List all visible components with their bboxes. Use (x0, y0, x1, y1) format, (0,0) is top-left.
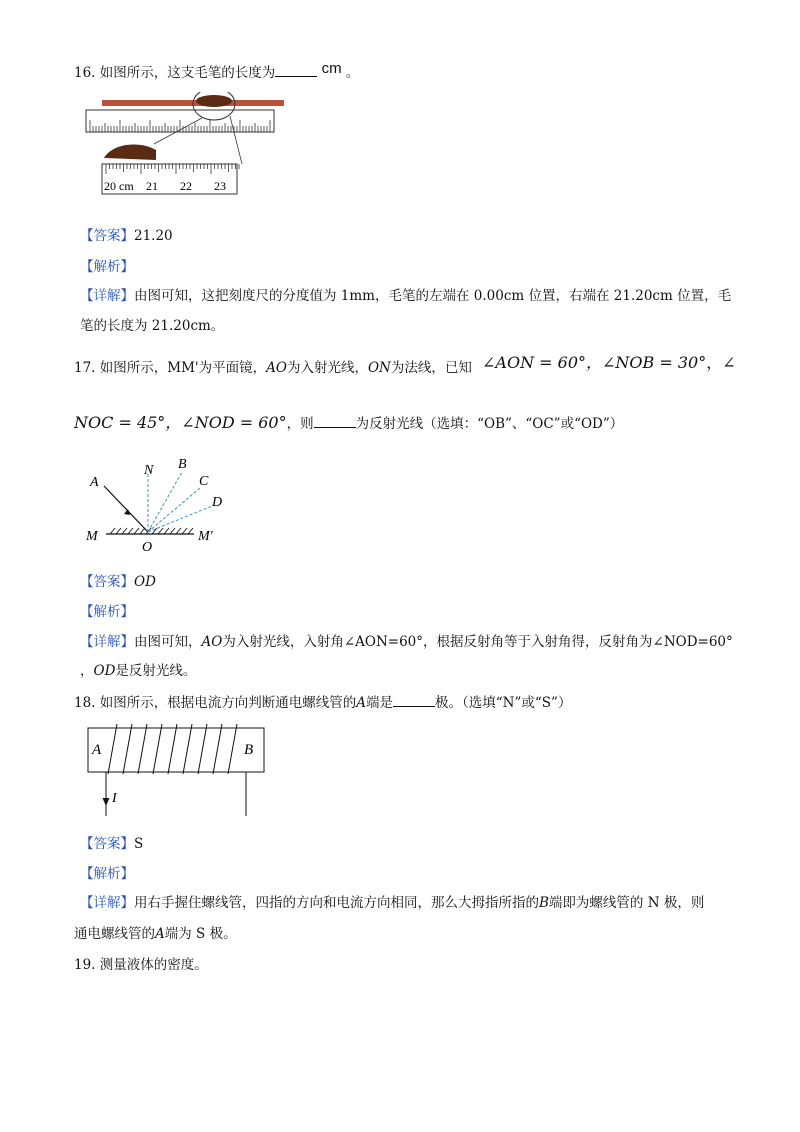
q18-analysis-tag: 【解析】 (80, 866, 134, 882)
q16-analysis-tag: 【解析】 (80, 259, 134, 275)
q16-detail-line2: 笔的长度为 21.20cm。 (80, 318, 225, 334)
label-C: C (199, 474, 209, 489)
q17-math1: ∠AON = 60°，∠NOB = 30°，∠ (482, 353, 736, 372)
label-B: B (244, 742, 254, 758)
q16-brush-ruler-figure (84, 92, 284, 200)
mirror-hatch-stroke (122, 528, 127, 534)
detail-tag: 【详解】 (80, 895, 134, 911)
ruler-label-23: 23 (214, 179, 226, 193)
q16-detail-line1 (80, 286, 731, 306)
q17-text-d: ，则 (286, 416, 314, 432)
answer-tag: 【答案】 (80, 228, 134, 244)
q17-detail-line1: 【详解】由图可知，AO为入射光线，入射角∠AON=60°，根据反射角等于入射角得，反射角为∠NOD=60° (80, 634, 733, 650)
q18-answer-blank (393, 692, 435, 707)
q18-answer (80, 834, 143, 854)
q18-detail-line2: 通电螺线管的A端为 S 极。 (74, 926, 237, 942)
mirror-hatch-stroke (128, 528, 133, 534)
q16-detail-text1: 由图可知，这把刻度尺的分度值为 1mm，毛笔的左端在 0.00cm 位置，右端在 21.20cm 位置，毛 (134, 288, 732, 304)
ruler-label-20: 20 cm (104, 179, 134, 193)
q17-math2: NOC = 45°，∠NOD = 60° (74, 413, 287, 432)
incident-ray (104, 486, 148, 532)
brush-tip-top (196, 95, 232, 107)
q19-text: 测量液体的密度。 (99, 957, 208, 973)
solenoid-tube (88, 728, 264, 772)
q18-a: A (356, 695, 367, 711)
label-A: A (92, 742, 102, 758)
mirror-hatch-stroke (116, 528, 121, 534)
label-O: O (142, 540, 153, 555)
q16-unit: cm (321, 60, 342, 77)
q17-analysis-tag: 【解析】 (80, 604, 134, 620)
q18-solenoid-figure (84, 722, 274, 822)
q17-text-a: 如图所示，MM'为平面镜， (99, 360, 267, 376)
ruler-label-21: 21 (146, 179, 158, 193)
q17-reflection-figure (84, 458, 244, 558)
answer-tag: 【答案】 (80, 836, 134, 852)
q16-end: 。 (345, 65, 360, 81)
mirror-hatch-stroke (170, 528, 175, 534)
q16-text: 如图所示，这支毛笔的长度为 (99, 65, 276, 81)
q17-answer (80, 572, 156, 592)
q16-answer-blank (275, 62, 317, 77)
current-arrow (103, 798, 110, 806)
q17-stem-line2 (74, 410, 623, 434)
q16-number: 16. (74, 65, 96, 81)
label-D: D (212, 495, 223, 510)
q18-text-a: 如图所示，根据电流方向判断通电螺线管的 (99, 695, 357, 711)
q17-ao: AO (266, 360, 287, 376)
detail-tag: 【详解】 (80, 288, 134, 304)
mirror-hatch-stroke (164, 528, 169, 534)
q17-number: 17. (74, 360, 96, 376)
mirror-hatch (110, 528, 193, 534)
q18-text-b: 端是 (366, 695, 394, 711)
q16-stem (74, 62, 359, 83)
label-M: M (86, 529, 98, 544)
q17-on: ON (367, 360, 391, 376)
label-A: A (90, 475, 99, 490)
answer-tag: 【答案】 (80, 574, 134, 590)
q17-stem-line1 (74, 358, 472, 378)
q17-answer-blank (314, 413, 356, 428)
q17-text-c: 为法线，已知 (390, 360, 472, 376)
q16-answer (80, 226, 173, 246)
q16-answer-value: 21.20 (134, 228, 173, 244)
q18-stem (74, 692, 571, 713)
label-B: B (178, 458, 187, 472)
q18-answer-value: S (134, 836, 144, 852)
q18-number: 18. (74, 695, 96, 711)
ray-oc (148, 488, 200, 532)
q18-detail-line1: 【详解】用右手握住螺线管，四指的方向和电流方向相同，那么大拇指所指的B端即为螺线管的 N 极，则 (80, 895, 705, 911)
ruler-label-22: 22 (180, 179, 192, 193)
mirror-hatch-stroke (134, 528, 139, 534)
q17-detail-line2: ，OD是反射光线。 (80, 663, 197, 679)
label-N: N (144, 463, 154, 478)
mirror-hatch-stroke (182, 528, 187, 534)
label-I: I (112, 791, 117, 806)
q19-stem (74, 955, 208, 975)
brush-tip-zoom (104, 144, 156, 160)
detail-tag: 【详解】 (80, 634, 134, 650)
ray-ob (148, 472, 182, 532)
q17-answer-value: OD (134, 574, 156, 590)
mirror-hatch-stroke (110, 528, 115, 534)
q17-text-e: 为反射光线（选填：“OB”、“OC”或“OD”） (355, 416, 624, 432)
q18-text-c: 极。（选填“N”或“S”） (435, 695, 572, 711)
mirror-hatch-stroke (176, 528, 181, 534)
mirror-hatch-stroke (188, 528, 193, 534)
label-M-prime: M' (198, 529, 213, 544)
mirror-hatch-stroke (158, 528, 163, 534)
q19-number: 19. (74, 957, 96, 973)
q17-text-b: 为入射光线， (286, 360, 368, 376)
